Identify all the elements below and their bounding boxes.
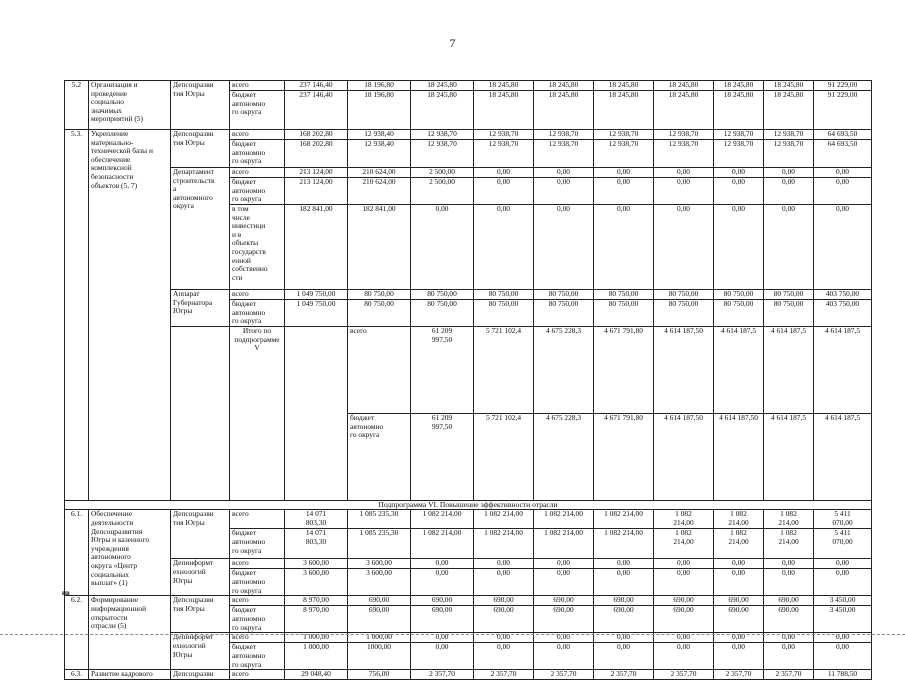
cell-value: 0,00 — [411, 559, 474, 569]
cell-value: 4 614 187,5 — [814, 413, 872, 500]
subtotal-label: Итого по подпрограмме V — [230, 327, 285, 501]
cell-value: 12 938,70 — [654, 140, 714, 168]
cell-value: 80 750,00 — [764, 290, 814, 300]
executor: Аппарат Губернатора Югры — [171, 290, 230, 327]
executor: Депсоцразви тия Югры — [171, 596, 230, 633]
funding-source: бюджет автономно го округа — [230, 569, 285, 596]
table-row — [65, 500, 872, 510]
cell-value: 0,00 — [654, 633, 714, 643]
cell-value: 12 938,70 — [411, 140, 474, 168]
cell-value: 18 245,80 — [474, 81, 534, 91]
cell-value: 18 245,80 — [764, 81, 814, 91]
cell-value: 12 938,70 — [411, 130, 474, 140]
cell-value: 0,00 — [764, 205, 814, 290]
executor: Депинформт ехнологий Югры — [171, 559, 230, 596]
cell-value: 12 938,70 — [764, 140, 814, 168]
cell-value: 12 938,70 — [534, 140, 594, 168]
cell-value: 0,00 — [764, 569, 814, 596]
cell-value: 1 082 214,00 — [764, 510, 814, 529]
cell-value: 690,00 — [474, 606, 534, 633]
cell-value: 0,00 — [814, 168, 872, 178]
cell-value: 18 245,80 — [534, 81, 594, 91]
table-row — [65, 670, 872, 680]
row-number: 6.1. — [65, 510, 89, 596]
table-row — [65, 130, 872, 140]
cell-value: 29 048,40 — [285, 670, 348, 680]
cell-value: 690,00 — [411, 606, 474, 633]
cell-value: 18 196,80 — [348, 81, 411, 91]
subprogram-title: Подпрограмма VI. Повышение эффективности отрасли — [65, 500, 872, 510]
cell-value: 8 970,00 — [285, 606, 348, 633]
cell-value: 12 938,70 — [474, 130, 534, 140]
cell-value: 11 788,50 — [814, 670, 872, 680]
cell-value: 12 938,70 — [594, 130, 654, 140]
cell-value: 1 082 214,00 — [474, 529, 534, 559]
cell-value: 18 245,80 — [594, 91, 654, 130]
cell-value: 3 600,00 — [285, 559, 348, 569]
cell-value: 690,00 — [348, 606, 411, 633]
executor: Депсоцразви тия Югры — [171, 510, 230, 559]
cell-value: 0,00 — [814, 178, 872, 205]
cell-value: 2 357,70 — [594, 670, 654, 680]
cell-value: 0,00 — [654, 168, 714, 178]
cell-value: 1 000,00 — [348, 633, 411, 643]
cell-value: 80 750,00 — [411, 300, 474, 327]
cell-value: 1 049 750,00 — [285, 290, 348, 300]
funding-source: всего — [230, 130, 285, 140]
cell-value: 0,00 — [654, 205, 714, 290]
cell-value: 4 614 187,5 — [764, 413, 814, 500]
cell-value: 3 600,00 — [348, 559, 411, 569]
cell-value: 61 209 997,50 — [411, 413, 474, 500]
cell-value: 0,00 — [814, 559, 872, 569]
cell-value: 3 450,00 — [814, 596, 872, 606]
cell-value: 0,00 — [714, 633, 764, 643]
cell-value: 182 841,00 — [348, 205, 411, 290]
cell-value: 12 938,70 — [714, 130, 764, 140]
cell-value: 12 938,70 — [594, 140, 654, 168]
cell-value: 5 721 102,4 — [474, 413, 534, 500]
cell-value: 0,00 — [814, 205, 872, 290]
activity-name: Обеспечение деятельности Депсоцразвития Югры и казенного учреждения автономного округа «Центр социальных выплат» (1) — [89, 510, 171, 596]
cell-value: 1 082 214,00 — [714, 529, 764, 559]
cell-value: 3 600,00 — [348, 569, 411, 596]
cell-value: 18 245,80 — [534, 91, 594, 130]
funding-source: всего — [230, 290, 285, 300]
executor: Депсоцразви тия Югры — [171, 81, 230, 130]
cell-value: 210 624,00 — [348, 168, 411, 178]
cell-value: 0,00 — [714, 569, 764, 596]
page-edge-rule — [0, 634, 905, 635]
cell-value: 403 750,00 — [814, 300, 872, 327]
table-row — [65, 327, 872, 414]
row-number: 6.3. — [65, 670, 89, 680]
funding-source: всего — [230, 559, 285, 569]
cell-value: 690,00 — [411, 596, 474, 606]
cell-value: 18 245,80 — [411, 81, 474, 91]
cell-value: 1 082 214,00 — [474, 510, 534, 529]
executor: Депсоцразви тия Югры — [171, 130, 230, 168]
cell-value: 0,00 — [534, 559, 594, 569]
cell-value: 61 209 997,50 — [411, 327, 474, 414]
funding-source: бюджет автономно го округа — [230, 606, 285, 633]
cell-value: 1 000,00 — [285, 633, 348, 643]
cell-value: 12 938,70 — [764, 130, 814, 140]
cell-value: 2 357,70 — [474, 670, 534, 680]
cell-value: 0,00 — [534, 205, 594, 290]
funding-source: бюджет автономно го округа — [230, 140, 285, 168]
cell-value: 80 750,00 — [654, 300, 714, 327]
cell-value: 80 750,00 — [411, 290, 474, 300]
table-row — [65, 290, 872, 300]
funding-source: бюджет автономно го округа — [230, 529, 285, 559]
table-row — [65, 81, 872, 91]
cell-value: 80 750,00 — [474, 290, 534, 300]
funding-source: всего — [230, 510, 285, 529]
cell-value: 1000,00 — [348, 643, 411, 670]
funding-source: всего — [230, 168, 285, 178]
funding-source: всего — [230, 670, 285, 680]
executor: Депинформт ехнологий Югры — [171, 633, 230, 670]
footer-mark: нв — [62, 589, 70, 597]
cell-value: 18 245,80 — [764, 91, 814, 130]
table-row — [65, 596, 872, 606]
cell-value: 12 938,70 — [474, 140, 534, 168]
funding-source: бюджет автономно го округа — [230, 91, 285, 130]
cell-value: 14 071 803,30 — [285, 510, 348, 529]
funding-source: бюджет автономно го округа — [348, 413, 411, 500]
cell-value: 1 082 214,00 — [411, 510, 474, 529]
cell-value: 1 082 214,00 — [411, 529, 474, 559]
cell-value: 0,00 — [654, 569, 714, 596]
activity-name: Формирование информационной открытости отрасли (5) — [89, 596, 171, 670]
cell-value: 0,00 — [714, 643, 764, 670]
cell-value: 690,00 — [594, 596, 654, 606]
cell-value: 18 245,80 — [654, 81, 714, 91]
cell-value: 690,00 — [474, 596, 534, 606]
cell-value: 91 229,00 — [814, 91, 872, 130]
cell-value: 4 614 187,5 — [714, 327, 764, 414]
cell-value: 0,00 — [764, 168, 814, 178]
funding-source: в том числе инвестици и в объекты государств енной собственно сти — [230, 205, 285, 290]
cell-value: 4 675 228,3 — [534, 327, 594, 414]
cell-value: 0,00 — [411, 643, 474, 670]
cell-value: 182 841,00 — [285, 205, 348, 290]
cell-value: 5 411 070,00 — [814, 529, 872, 559]
row-number: 5.2 — [65, 81, 89, 130]
cell-value: 18 245,80 — [714, 81, 764, 91]
cell-value: 18 245,80 — [411, 91, 474, 130]
cell-value: 0,00 — [814, 569, 872, 596]
cell-value: 2 357,70 — [764, 670, 814, 680]
funding-source: всего — [230, 633, 285, 643]
cell-value: 1 082 214,00 — [654, 510, 714, 529]
cell-value: 18 245,80 — [654, 91, 714, 130]
cell-value: 5 411 070,00 — [814, 510, 872, 529]
cell-value: 0,00 — [474, 178, 534, 205]
cell-value: 0,00 — [764, 559, 814, 569]
cell-value: 80 750,00 — [474, 300, 534, 327]
cell-value: 2 357,70 — [411, 670, 474, 680]
cell-value: 2 357,70 — [654, 670, 714, 680]
table-row — [65, 510, 872, 529]
cell-value: 690,00 — [764, 606, 814, 633]
cell-value: 18 196,80 — [348, 91, 411, 130]
cell-value: 4 614 187,50 — [714, 413, 764, 500]
activity-name: Организация и проведение социально значимых мероприятий (5) — [89, 81, 171, 130]
cell-value: 0,00 — [534, 178, 594, 205]
cell-value: 2 500,00 — [411, 168, 474, 178]
cell-value: 0,00 — [714, 168, 764, 178]
cell-value: 64 693,50 — [814, 140, 872, 168]
cell-value: 1 000,00 — [285, 643, 348, 670]
cell-value: 0,00 — [474, 633, 534, 643]
activity-name: Развитие кадрового — [89, 670, 171, 680]
cell-value: 4 671 791,80 — [594, 327, 654, 414]
table-row — [65, 168, 872, 178]
cell-value: 18 245,80 — [714, 91, 764, 130]
cell-value: 12 938,40 — [348, 130, 411, 140]
cell-value: 0,00 — [814, 643, 872, 670]
cell-value: 0,00 — [714, 205, 764, 290]
cell-value: 3 450,00 — [814, 606, 872, 633]
cell-value: 0,00 — [474, 569, 534, 596]
cell-value: 5 721 102,4 — [474, 327, 534, 414]
cell-value: 80 750,00 — [534, 290, 594, 300]
cell-value: 403 750,00 — [814, 290, 872, 300]
cell-value: 80 750,00 — [594, 300, 654, 327]
cell-value: 4 614 187,5 — [814, 327, 872, 414]
budget-table — [64, 80, 872, 680]
table-row — [65, 559, 872, 569]
cell-value: 0,00 — [594, 559, 654, 569]
cell-value: 0,00 — [654, 559, 714, 569]
cell-value: 0,00 — [411, 633, 474, 643]
cell-value: 690,00 — [534, 596, 594, 606]
cell-value: 0,00 — [594, 178, 654, 205]
cell-value: 168 202,80 — [285, 140, 348, 168]
cell-value: 4 614 187,5 — [764, 327, 814, 414]
cell-value: 1 082 214,00 — [594, 510, 654, 529]
cell-value: 1 082 214,00 — [764, 529, 814, 559]
cell-value: 213 124,00 — [285, 178, 348, 205]
cell-value: 0,00 — [534, 633, 594, 643]
cell-value: 0,00 — [594, 643, 654, 670]
cell-value: 237 146,40 — [285, 81, 348, 91]
funding-source: бюджет автономно го округа — [230, 300, 285, 327]
cell-value: 0,00 — [534, 569, 594, 596]
cell-value: 1 082 214,00 — [534, 529, 594, 559]
cell-value: 12 938,40 — [348, 140, 411, 168]
cell-value: 14 071 803,30 — [285, 529, 348, 559]
cell-value: 18 245,80 — [594, 81, 654, 91]
cell-value: 0,00 — [474, 168, 534, 178]
cell-value: 0,00 — [411, 569, 474, 596]
cell-value: 0,00 — [474, 643, 534, 670]
funding-source: бюджет автономно го округа — [230, 643, 285, 670]
cell-value: 64 693,50 — [814, 130, 872, 140]
cell-value: 1 082 214,00 — [534, 510, 594, 529]
cell-value: 1 085 235,30 — [348, 529, 411, 559]
cell-value: 0,00 — [654, 178, 714, 205]
cell-value: 0,00 — [764, 643, 814, 670]
cell-value: 0,00 — [714, 178, 764, 205]
page-number: 7 — [449, 36, 456, 50]
cell-value: 80 750,00 — [534, 300, 594, 327]
cell-value: 690,00 — [348, 596, 411, 606]
cell-value: 4 614 187,50 — [654, 413, 714, 500]
cell-value: 690,00 — [714, 596, 764, 606]
cell-value: 213 124,00 — [285, 168, 348, 178]
cell-value: 80 750,00 — [714, 300, 764, 327]
cell-value: 2 500,00 — [411, 178, 474, 205]
cell-value: 4 675 228,3 — [534, 413, 594, 500]
funding-source: бюджет автономно го округа — [230, 178, 285, 205]
funding-source: всего — [230, 596, 285, 606]
cell-value: 0,00 — [814, 633, 872, 643]
funding-source: всего — [348, 327, 411, 414]
cell-value: 0,00 — [411, 205, 474, 290]
cell-value: 1 082 214,00 — [654, 529, 714, 559]
row-number: 5.3. — [65, 130, 89, 501]
cell-value: 2 357,70 — [534, 670, 594, 680]
cell-value: 0,00 — [764, 633, 814, 643]
cell-value: 80 750,00 — [714, 290, 764, 300]
executor: Департамент строительств а автономного округа — [171, 168, 230, 290]
cell-value: 1 082 214,00 — [594, 529, 654, 559]
cell-value: 690,00 — [594, 606, 654, 633]
cell-value: 690,00 — [764, 596, 814, 606]
cell-value: 3 600,00 — [285, 569, 348, 596]
cell-value: 0,00 — [764, 178, 814, 205]
executor: Депсоцразви — [171, 670, 230, 680]
cell-value: 210 624,00 — [348, 178, 411, 205]
cell-value: 690,00 — [654, 606, 714, 633]
cell-value: 0,00 — [594, 205, 654, 290]
cell-value: 80 750,00 — [594, 290, 654, 300]
cell-value: 0,00 — [534, 643, 594, 670]
cell-value: 1 082 214,00 — [714, 510, 764, 529]
cell-value: 690,00 — [714, 606, 764, 633]
cell-value: 18 245,80 — [474, 91, 534, 130]
row-number: 6.2. — [65, 596, 89, 670]
cell-value: 168 202,80 — [285, 130, 348, 140]
cell-value: 237 146,40 — [285, 91, 348, 130]
cell-value: 0,00 — [654, 643, 714, 670]
cell-value: 1 049 750,00 — [285, 300, 348, 327]
cell-value: 0,00 — [474, 205, 534, 290]
cell-value: 12 938,70 — [654, 130, 714, 140]
cell-value: 756,00 — [348, 670, 411, 680]
cell-value: 80 750,00 — [764, 300, 814, 327]
cell-value: 12 938,70 — [714, 140, 764, 168]
cell-value: 80 750,00 — [348, 300, 411, 327]
cell-value: 8 970,00 — [285, 596, 348, 606]
cell-value: 2 357,70 — [714, 670, 764, 680]
cell-value: 4 614 187,50 — [654, 327, 714, 414]
cell-value: 0,00 — [474, 559, 534, 569]
cell-value: 0,00 — [594, 633, 654, 643]
cell-value: 0,00 — [534, 168, 594, 178]
cell-value: 12 938,70 — [534, 130, 594, 140]
cell-value: 0,00 — [594, 569, 654, 596]
funding-source: всего — [230, 81, 285, 91]
cell-value: 91 229,00 — [814, 81, 872, 91]
cell-value: 690,00 — [654, 596, 714, 606]
activity-name: Укрепление материально- технической базы и обеспечение комплексной безопасности объектов (5, 7) — [89, 130, 171, 501]
cell-value: 80 750,00 — [348, 290, 411, 300]
cell-value: 4 671 791,80 — [594, 413, 654, 500]
cell-value: 0,00 — [594, 168, 654, 178]
cell-value: 80 750,00 — [654, 290, 714, 300]
cell-value: 690,00 — [534, 606, 594, 633]
cell-value: 0,00 — [714, 559, 764, 569]
cell-value: 1 085 235,30 — [348, 510, 411, 529]
